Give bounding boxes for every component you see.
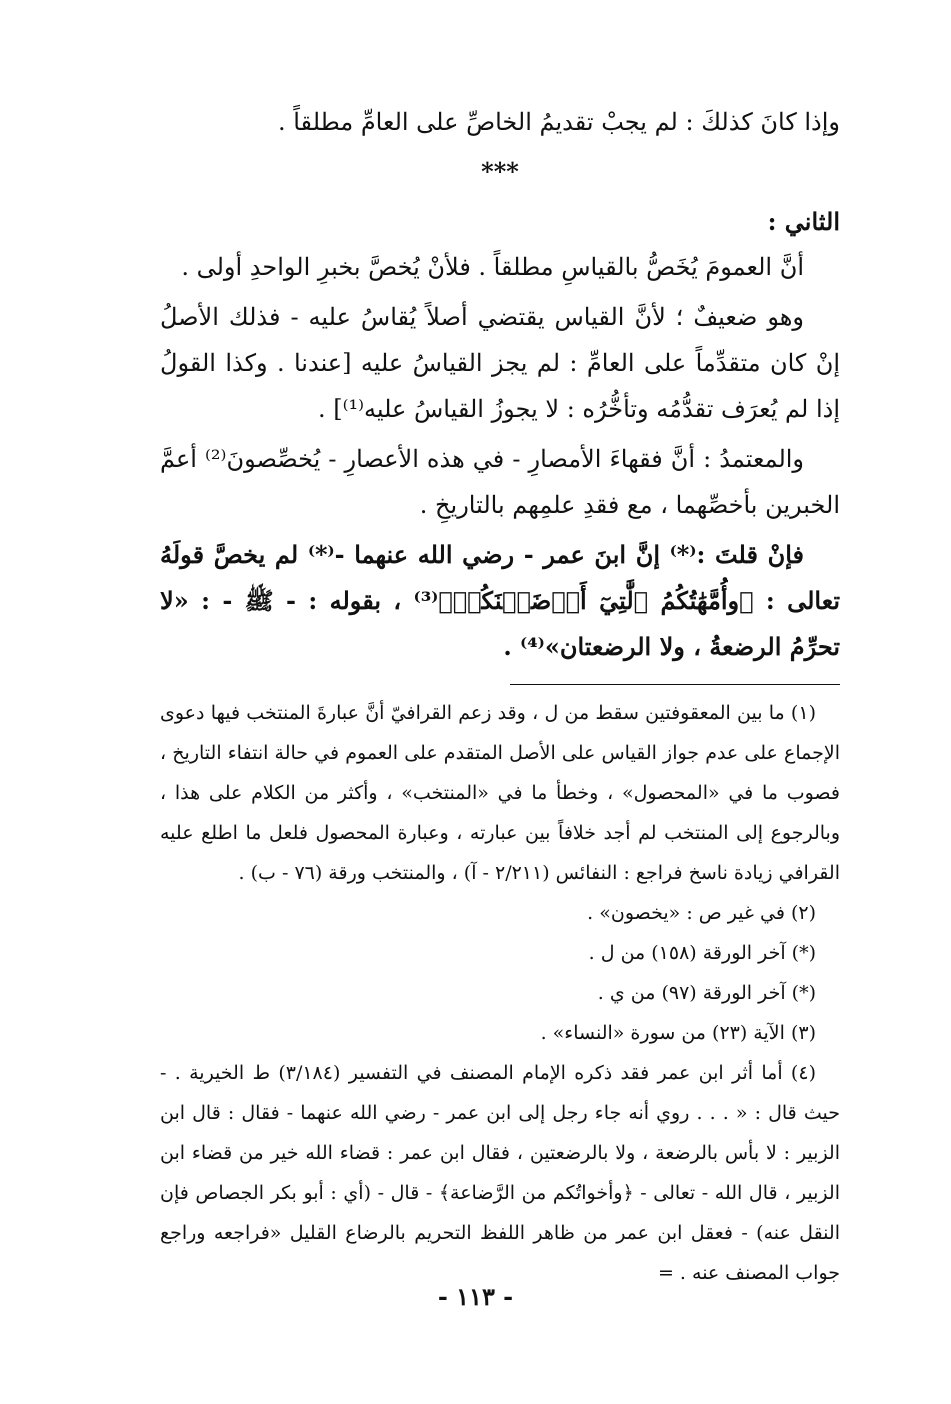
section-separator: *** — [481, 157, 519, 186]
body-paragraph: وهو ضعيفٌ ؛ لأنَّ القياس يقتضي أصلاً يُقاسُ عليه - فذلك الأصلُ إنْ كان متقدِّماً على العامِّ : لم يجز القياسُ عليه [عندنا . وكذا القولُ إذا لم يُعرَف تقدُّمُه وتأخُّرُه : لا يجوزُ القياسُ عليه⁽¹⁾] . — [160, 303, 840, 423]
footnote: (١) ما بين المعقوفتين سقط من ل ، وقد زعم القرافيّ أنَّ عبارةَ المنتخب فيها دعوى الإجماع على عدم جواز القياس على الأصل المتقدم على العموم في حالة انتفاء التاريخ ، فصوب ما في «المحصول» ، وخطأ ما في «المنتخب» ، وأكثر من الكلام على هذا ، وبالرجوع إلى المنتخب لم أجد خلافاً بين عبارته ، وعبارة المحصول فلعل ما اطلع عليه القرافي زيادة ناسخ فراجع : النفائس (٢/٢١١ - آ) ، والمنتخب ورقة (٧٦ - ب) . — [160, 702, 840, 884]
footnote: (٣) الآية (٢٣) من سورة «النساء» . — [540, 1022, 816, 1044]
footnote: (*) آخر الورقة (١٥٨) من ل . — [588, 942, 816, 964]
question-paragraph: فإنْ قلتَ :⁽*⁾ إنَّ ابنَ عمر - رضي الله عنهما -⁽*⁾ لم يخصَّ قولَهُ تعالى : ﴿وأُمَّهَٰتُكُمُ ٱلَّٰتِيٓ أَرۡضَعۡنَكُمۡ﴾⁽³⁾ ، بقوله : - ﷺ - : «لا تحرِّمُ الرضعةُ ، ولا الرضعتان»⁽⁴⁾ . — [160, 540, 840, 661]
page-number: - ١١٣ - — [437, 1282, 514, 1311]
footnote: (٤) أما أثر ابن عمر فقد ذكره الإمام المصنف في التفسير (٣/١٨٤) ط الخيرية . - حيث قال : « . . . روي أنه جاء رجل إلى ابن عمر - رضي الله عنهما - فقال : قال ابن الزبير : لا بأس بالرضعة ، ولا بالرضعتين ، فقال ابن عمر : قضاء الله خير من قضاء ابن الزبير ، قال الله - تعالى - ﴿وأخواتُكم من الرَّضاعة﴾ - قال - (أي : أبو بكر الجصاص فإن النقل عنه) - فعقل ابن عمر من ظاهر اللفظ التحريم بالرضاع القليل «فراجعه وراجع جواب المصنف عنه . = — [160, 1062, 840, 1284]
body-paragraph: والمعتمدُ : أنَّ فقهاءَ الأمصارِ - في هذه الأعصارِ - يُخصِّصونَ⁽²⁾ أعمَّ الخبرين بأخصِّهما ، مع فقدِ علمِهم بالتاريخِ . — [160, 445, 840, 519]
section-heading: الثاني : — [767, 207, 840, 236]
intro-line: وإذا كانَ كذلكَ : لم يجبْ تقديمُ الخاصِّ على العامِّ مطلقاً . — [277, 108, 840, 136]
footnote: (٢) في غير ص : «يخصون» . — [587, 902, 816, 924]
footnotes — [160, 693, 840, 1293]
footnote-divider — [510, 684, 840, 685]
body-paragraph: أنَّ العمومَ يُخَصُّ بالقياسِ مطلقاً . فلأنْ يُخصَّ بخبرِ الواحدِ أولى . — [181, 253, 804, 281]
footnote: (*) آخر الورقة (٩٧) من ي . — [597, 982, 816, 1004]
book-page — [160, 100, 840, 1293]
